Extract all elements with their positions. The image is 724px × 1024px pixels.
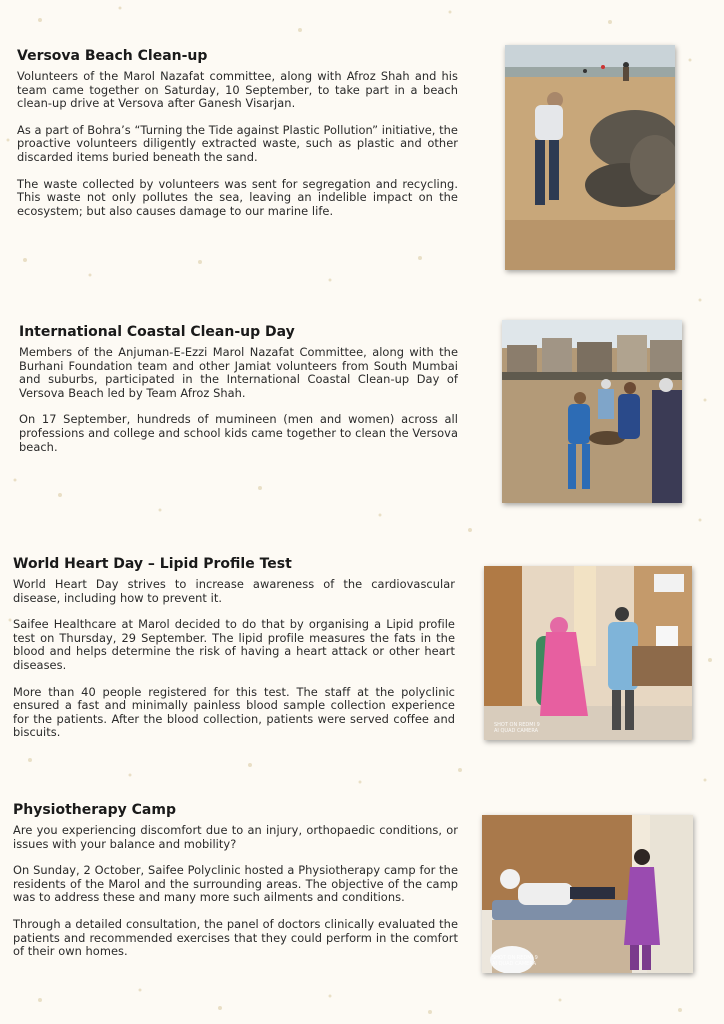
camera-watermark	[494, 722, 540, 734]
photo-beach-cleanup-rocks	[505, 45, 675, 270]
section-world-heart-day	[13, 556, 455, 753]
photo-coastal-cleanup-volunteers	[502, 320, 682, 503]
paragraph: The waste collected by volunteers was sent for segregation and recycling. This waste not only pollutes the sea, leaving an indelible impact on the ecosystem; but also causes damage to our marine life.	[17, 176, 458, 218]
section-coastal-cleanup-day	[19, 324, 458, 467]
paragraph: As a part of Bohra’s “Turning the Tide against Plastic Pollution” initiative, the proactive volunteers diligently extracted waste, such as plastic and other discarded items buried beneath the sand.	[17, 122, 458, 164]
section-title: International Coastal Clean-up Day	[19, 324, 295, 340]
paragraph: On 17 September, hundreds of mumineen (men and women) across all professions and college and school kids came together to clean the Versova beach.	[19, 412, 458, 454]
paragraph: More than 40 people registered for this test. The staff at the polyclinic ensured a fast and minimally painless blood sample collection experience for the patients. After the blood collection, patients were served coffee and biscuits.	[13, 684, 455, 740]
watermark-line: SHOT ON REDMI 9	[494, 722, 540, 728]
paragraph: Members of the Anjuman-E-Ezzi Marol Nazafat Committee, along with the Burhani Foundation team and other Jamiat volunteers from South Mumbai and suburbs, participated in the International Coastal Clean-up Day of Versova Beach led by Team Afroz Shah.	[19, 345, 458, 400]
watermark-line: SHOT ON REDMI 9	[492, 955, 538, 961]
paragraph: On Sunday, 2 October, Saifee Polyclinic hosted a Physiotherapy camp for the residents of the Marol and the surrounding areas. The objective of the camp was to address these and many more such ailments and conditions.	[13, 863, 458, 905]
photo-lipid-profile-test	[484, 566, 692, 740]
section-title: Physiotherapy Camp	[13, 802, 176, 818]
watermark-line: AI QUAD CAMERA	[494, 728, 539, 734]
section-title: World Heart Day – Lipid Profile Test	[13, 556, 292, 572]
section-title: Versova Beach Clean-up	[17, 48, 208, 64]
watermark-line: AI QUAD CAMERA	[492, 961, 537, 967]
section-physiotherapy-camp	[13, 802, 458, 972]
paragraph: Are you experiencing discomfort due to an injury, orthopaedic conditions, or issues with your balance and mobility?	[13, 823, 458, 851]
camera-watermark	[492, 955, 538, 967]
paragraph: World Heart Day strives to increase awareness of the cardiovascular disease, including how to prevent it.	[13, 577, 455, 605]
paragraph: Through a detailed consultation, the panel of doctors clinically evaluated the patients and recommended exercises that they could perform in the comfort of their own homes.	[13, 916, 458, 959]
paragraph: Saifee Healthcare at Marol decided to do that by organising a Lipid profile test on Thursday, 29 September. The lipid profile measures the fats in the blood and helps determine the risk of having a heart attack or other heart diseases.	[13, 617, 455, 672]
photo-physiotherapy-session	[482, 815, 693, 973]
section-versova-beach-cleanup	[17, 48, 458, 231]
paragraph: Volunteers of the Marol Nazafat committee, along with Afroz Shah and his team came together on Saturday, 10 September, to take part in a beach clean-up drive at Versova after Ganesh Visarjan.	[17, 69, 458, 111]
